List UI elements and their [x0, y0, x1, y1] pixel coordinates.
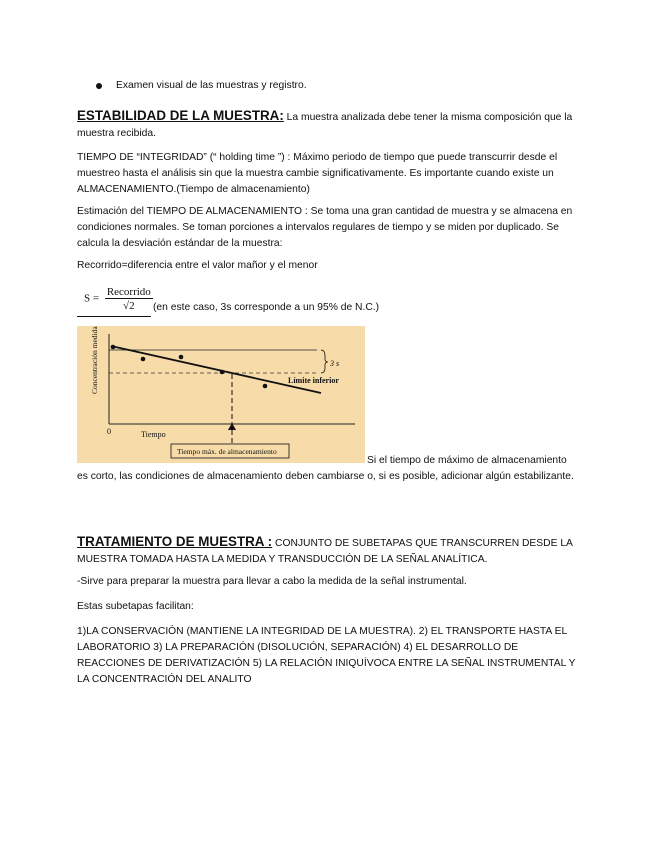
storage-time-chart: [77, 326, 365, 463]
max-time-box-label: Tiempo máx. de almacenamiento: [177, 447, 277, 456]
estabilidad-text: La muestra analizada debe tener la misma composición que la muestra recibida.: [77, 112, 573, 139]
bullet-text: Examen visual de las muestras y registro.: [116, 80, 307, 91]
origin-label: 0: [107, 427, 111, 436]
formula-desviacion: [84, 286, 153, 312]
paragraph-estimacion: Estimación del TIEMPO DE ALMACENAMIENTO : Se toma una gran cantidad de muestra y se almacena en condiciones normales. Se toman porciones a intervalos regulares de tiempo y se miden por duplicado. Se calcula la desviación estándar de la muestra:: [77, 206, 573, 249]
data-point: [220, 370, 225, 375]
paragraph-facilitan: Estas subetapas facilitan:: [77, 601, 194, 612]
limit-label: Límite inferior: [288, 376, 339, 385]
data-point: [179, 355, 184, 360]
tratamiento-text: CONJUNTO DE SUBETAPAS QUE TRANSCURREN DESDE LA MUESTRA TOMADA HASTA LA MEDIDA Y TRANSDUCCIÓN DE LA SEÑAL ANALÍTICA.: [77, 538, 573, 565]
chart-caption: Si el tiempo de máximo de almacenamiento: [367, 455, 567, 466]
paragraph-recorrido: Recorrido=diferencia entre el valor mañor y el menor: [77, 260, 318, 271]
formula-fraction: [105, 286, 153, 312]
section-tratamiento: [77, 534, 577, 568]
data-point: [263, 384, 268, 389]
bullet-point: [96, 83, 102, 89]
formula-numerator: Recorrido: [106, 286, 151, 298]
y-axis-label: Concentración medida: [90, 326, 99, 394]
formula-note: (en este caso, 3s corresponde a un 95% de N.C.): [153, 302, 380, 313]
heading-tratamiento: TRATAMIENTO DE MUESTRA :: [77, 534, 273, 549]
section-estabilidad: [77, 108, 577, 142]
formula-underline: [77, 316, 151, 317]
data-point: [111, 345, 116, 350]
formula-denominator: √2: [123, 300, 135, 312]
formula-lhs: S =: [84, 292, 100, 305]
x-axis-label: Tiempo: [141, 430, 166, 439]
brace-label: 3 s: [330, 359, 340, 368]
data-point: [141, 357, 146, 362]
paragraph-sirve: -Sirve para preparar la muestra para llevar a cabo la medida de la señal instrumental.: [77, 576, 467, 587]
heading-estabilidad: ESTABILIDAD DE LA MUESTRA:: [77, 108, 284, 123]
paragraph-tiempo-integridad: TIEMPO DE “INTEGRIDAD” (“ holding time ”) : Máximo periodo de tiempo que puede transcurrir desde el muestreo hasta el análisis sin que la muestra cambie significativamente. Es importante cuando existe un ALMACENAMIENTO.(Tiempo de almacenamiento): [77, 152, 558, 195]
paragraph-lista-subetapas: 1)LA CONSERVACIÓN (MANTIENE LA INTEGRIDAD DE LA MUESTRA). 2) EL TRANSPORTE HASTA EL LABORATORIO 3) LA PREPARACIÓN (DISOLUCIÓN, SEPARACIÓN) 4) EL DESARROLLO DE REACCIONES DE DERIVATIZACIÓN 5) LA RELACIÓN INIQUÍVOCA ENTRE LA SEÑAL INSTRUMENTAL Y LA CONCENTRACIÓN DEL ANALITO: [77, 626, 576, 685]
caption-continuation: es corto, las condiciones de almacenamiento deben cambiarse o, si es posible, adicionar algún estabilizante.: [77, 471, 574, 482]
chart-background: [77, 326, 365, 463]
